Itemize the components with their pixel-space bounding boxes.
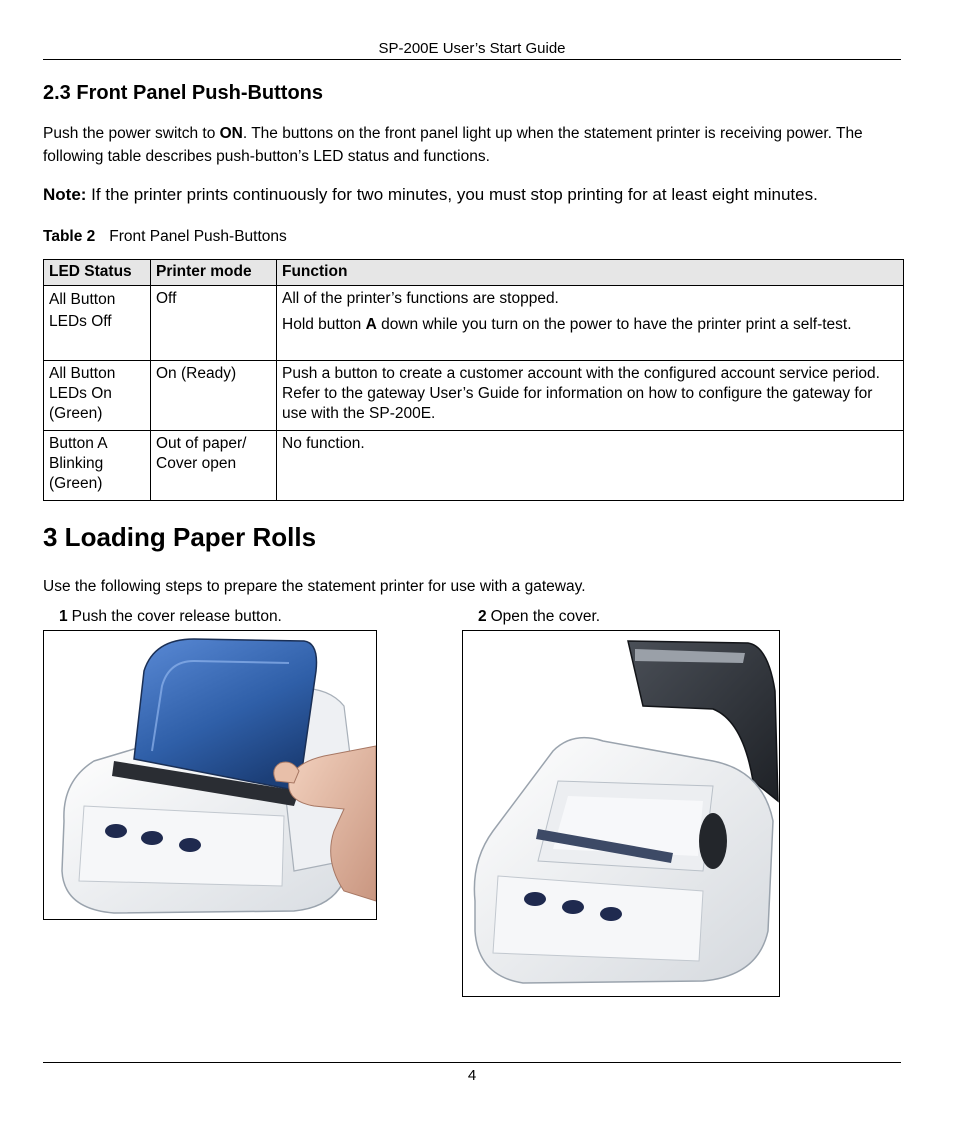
table-header-row xyxy=(44,260,904,286)
function-text xyxy=(282,315,898,335)
printer-open-illustration xyxy=(463,631,779,996)
step-number: 1 xyxy=(59,608,68,625)
step-number: 2 xyxy=(478,608,487,625)
page-number: 4 xyxy=(467,1067,477,1084)
running-header: SP-200E User’s Start Guide xyxy=(378,40,566,57)
function-button-a: A xyxy=(365,316,377,333)
header-rule xyxy=(43,59,901,60)
led-line: All Button xyxy=(49,291,116,308)
led-line: LEDs Off xyxy=(49,313,112,330)
table-cell-printer-mode: On (Ready) xyxy=(151,361,277,431)
table-header-printer-mode: Printer mode xyxy=(151,260,277,286)
table-cell-led-status xyxy=(44,286,151,361)
function-text-pre: Hold button xyxy=(282,316,366,333)
step-1-caption xyxy=(59,608,282,626)
table-cell-function: Push a button to create a customer account with the configured account service period. Refer to the gateway User’s Guide for information on how to configure the gateway for use with the SP-200E. xyxy=(277,361,904,431)
figure-printer-closed xyxy=(43,630,377,920)
section-heading: 2.3 Front Panel Push-Buttons xyxy=(43,82,324,104)
table-cell-printer-mode: Off xyxy=(151,286,277,361)
table-caption xyxy=(43,228,287,246)
chapter-heading: 3 Loading Paper Rolls xyxy=(43,522,317,552)
table-caption-title: Front Panel Push-Buttons xyxy=(109,228,287,245)
table-header-function: Function xyxy=(277,260,904,286)
figure-printer-open xyxy=(462,630,780,997)
step-2-caption xyxy=(478,608,600,626)
table-caption-label: Table 2 xyxy=(43,228,96,245)
section-intro xyxy=(43,122,905,168)
table-row xyxy=(44,431,904,501)
push-button-table xyxy=(43,259,904,501)
footer-rule xyxy=(43,1062,901,1063)
chapter-intro: Use the following steps to prepare the statement printer for use with a gateway. xyxy=(43,578,586,595)
intro-pre: Push the power switch to xyxy=(43,125,220,142)
step-text: Open the cover. xyxy=(490,608,601,625)
step-text: Push the cover release button. xyxy=(71,608,282,625)
table-row xyxy=(44,361,904,431)
intro-post: . The buttons on the front panel light up when the statement printer is receiving power. The following table describes push-button’s LED status and functions. xyxy=(43,125,863,165)
note-text: If the printer prints continuously for two minutes, you must stop printing for at least eight minutes. xyxy=(86,185,818,204)
table-cell-function xyxy=(277,286,904,361)
table-header-led-status: LED Status xyxy=(44,260,151,286)
table-row xyxy=(44,286,904,361)
table-cell-led-status: Button A Blinking (Green) xyxy=(44,431,151,501)
note xyxy=(43,184,923,206)
function-text: All of the printer’s functions are stopped. xyxy=(282,290,559,307)
function-text-post: down while you turn on the power to have the printer print a self-test. xyxy=(376,316,852,333)
table-cell-printer-mode: Out of paper/ Cover open xyxy=(151,431,277,501)
note-label: Note: xyxy=(43,185,87,204)
table-cell-function: No function. xyxy=(277,431,904,501)
intro-on-bold: ON xyxy=(219,125,243,142)
table-cell-led-status: All Button LEDs On (Green) xyxy=(44,361,151,431)
printer-closed-illustration xyxy=(44,631,376,919)
